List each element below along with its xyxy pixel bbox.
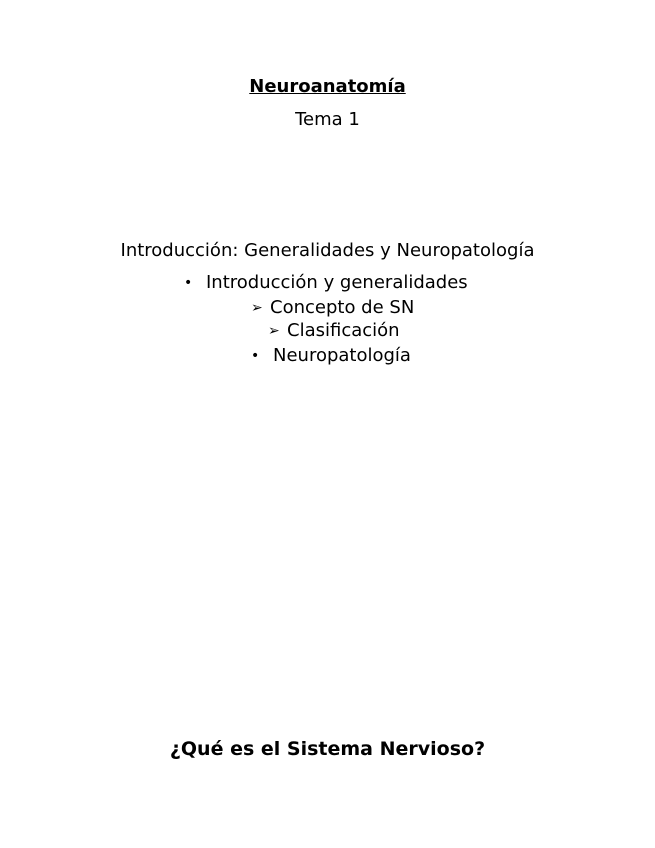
section-question-heading: ¿Qué es el Sistema Nervioso? bbox=[169, 738, 486, 760]
outline-item-concepto bbox=[251, 297, 414, 319]
arrow-bullet-icon: ➢ bbox=[268, 323, 280, 339]
intro-heading: Introducción: Generalidades y Neuropatología bbox=[120, 240, 535, 261]
outline-item-clasificacion bbox=[268, 320, 400, 342]
document-title: Neuroanatomía bbox=[249, 76, 406, 97]
outline-item-introduccion bbox=[184, 272, 468, 294]
outline-item-label: Concepto de SN bbox=[270, 297, 415, 318]
bullet-icon: • bbox=[184, 275, 193, 291]
outline-item-label: Introducción y generalidades bbox=[206, 272, 468, 293]
outline-item-label: Neuropatología bbox=[273, 345, 411, 366]
arrow-bullet-icon: ➢ bbox=[251, 300, 263, 316]
outline-item-label: Clasificación bbox=[287, 320, 400, 341]
document-subtitle: Tema 1 bbox=[295, 109, 360, 130]
bullet-icon: • bbox=[251, 348, 260, 364]
outline-item-neuropatologia bbox=[251, 345, 411, 367]
